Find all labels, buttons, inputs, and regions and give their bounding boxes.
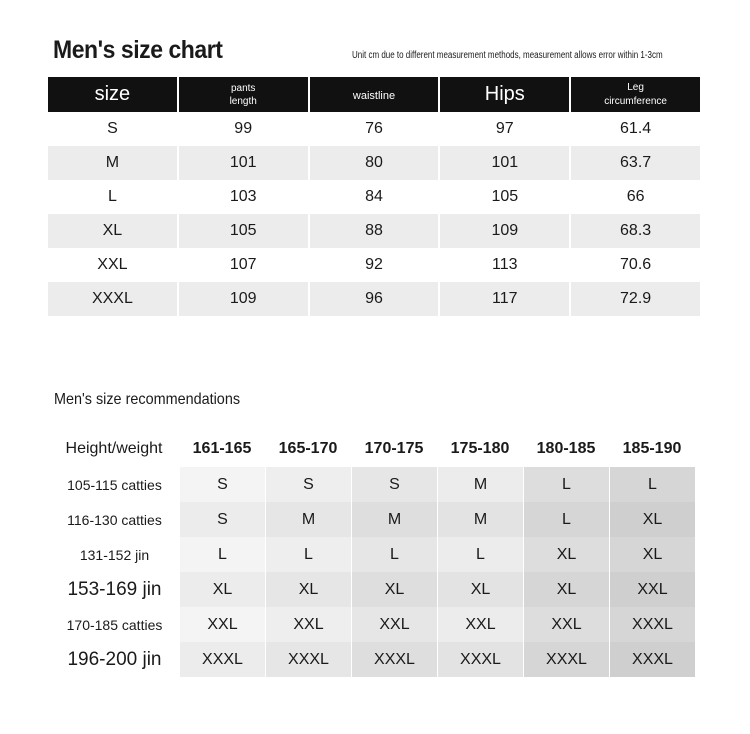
size-cell-pants-length: 101 [179,146,308,180]
recommended-size-cell: XXXL [523,642,609,677]
recommendation-row [49,502,695,537]
size-cell-waistline: 84 [365,188,383,205]
size-chart-row [48,112,700,146]
size-cell-waistline: 88 [310,214,439,248]
recommended-size-cell: L [609,467,695,502]
size-cell-leg: 70.6 [620,256,652,273]
size-cell-leg: 72.9 [571,282,700,316]
measurement-note: Unit cm due to different measurement methods, measurement allows error within 1-3cm [352,50,663,61]
recommendation-row [49,572,695,607]
recommendation-row [49,642,695,677]
recommended-size-cell: S [179,467,265,502]
recommended-size-cell: S [265,467,351,502]
header-height-range: 161-165 [192,440,252,457]
recommended-size-cell: XXXL [609,607,695,642]
recommended-size-cell: XL [523,572,609,607]
recommendation-row [49,607,695,642]
size-cell-leg: 68.3 [571,214,700,248]
recommended-size-cell: XL [609,502,695,537]
size-cell-hips: 97 [495,120,514,137]
size-cell-waistline: 80 [310,146,439,180]
recommended-size-cell: XXL [523,607,609,642]
size-chart-row [48,248,700,282]
recommended-size-cell: XL [437,572,523,607]
recommended-size-cell: L [351,537,437,572]
weight-range-label: 105-115 catties [49,467,179,502]
size-cell-leg: 63.7 [571,146,700,180]
recommended-size-cell: L [437,537,523,572]
header-height-range: 165-170 [278,440,338,457]
recommendation-header-row [49,431,695,467]
recommended-size-cell: L [523,502,609,537]
recommended-size-cell: S [179,502,265,537]
recommended-size-cell: XXXL [351,642,437,677]
recommended-size-cell: XXXL [265,642,351,677]
size-chart-title: Men's size chart [53,36,223,64]
header-size: size [48,77,177,112]
size-chart-table [46,77,702,316]
recommended-size-cell: L [179,537,265,572]
size-recommendation-table [49,431,695,677]
size-chart-row [48,180,700,214]
recommendations-title: Men's size recommendations [54,391,241,408]
size-cell-size: XL [48,214,177,248]
weight-range-label: 153-169 jin [49,572,179,607]
size-cell-size: L [107,188,117,205]
header-height-range: 170-175 [364,440,424,457]
size-chart-row [48,282,700,316]
size-cell-hips: 113 [492,256,518,273]
weight-range-label: 116-130 catties [49,502,179,537]
size-chart-row [48,214,700,248]
recommended-size-cell: L [265,537,351,572]
recommended-size-cell: XL [609,537,695,572]
header-height-range: 175-180 [450,440,510,457]
size-cell-size: M [48,146,177,180]
size-cell-pants-length: 107 [229,256,257,273]
header-height-range: 185-190 [622,440,682,457]
recommended-size-cell: XXL [437,607,523,642]
recommended-size-cell: S [351,467,437,502]
header-leg-circumference: Leg circumference [571,77,700,112]
size-chart-header-row [48,77,700,112]
recommended-size-cell: M [437,502,523,537]
weight-range-label: 196-200 jin [49,642,179,677]
size-cell-waistline: 76 [365,120,383,137]
recommended-size-cell: XL [523,537,609,572]
recommended-size-cell: M [437,467,523,502]
weight-range-label: 131-152 jin [49,537,179,572]
recommended-size-cell: XXXL [609,642,695,677]
size-chart-row [48,146,700,180]
recommended-size-cell: XL [179,572,265,607]
size-cell-size: XXL [97,256,128,273]
size-cell-pants-length: 103 [229,188,257,205]
size-cell-pants-length: 99 [234,120,253,137]
recommendation-row [49,537,695,572]
size-cell-leg: 66 [626,188,645,205]
recommendation-row [49,467,695,502]
recommended-size-cell: M [351,502,437,537]
size-cell-pants-length: 105 [179,214,308,248]
recommended-size-cell: L [523,467,609,502]
weight-range-label: 170-185 catties [49,607,179,642]
size-cell-hips: 109 [440,214,569,248]
size-cell-hips: 105 [491,188,519,205]
size-cell-waistline: 96 [310,282,439,316]
size-cell-size: S [107,120,118,137]
size-cell-waistline: 92 [365,256,383,273]
recommended-size-cell: XXXL [179,642,265,677]
header-hips: Hips [440,77,569,112]
recommended-size-cell: XL [351,572,437,607]
recommended-size-cell: XXL [609,572,695,607]
recommended-size-cell: XXL [351,607,437,642]
header-height-weight: Height/weight [65,440,163,457]
size-cell-leg: 61.4 [620,120,652,137]
recommended-size-cell: XXL [265,607,351,642]
recommended-size-cell: XL [265,572,351,607]
size-cell-pants-length: 109 [179,282,308,316]
header-height-range: 180-185 [536,440,596,457]
size-cell-hips: 101 [440,146,569,180]
header-pants-length: pants length [179,77,308,112]
recommended-size-cell: XXL [179,607,265,642]
size-cell-size: XXXL [48,282,177,316]
recommended-size-cell: M [265,502,351,537]
header-waistline: waistline [310,77,439,112]
recommended-size-cell: XXXL [437,642,523,677]
size-cell-hips: 117 [440,282,569,316]
